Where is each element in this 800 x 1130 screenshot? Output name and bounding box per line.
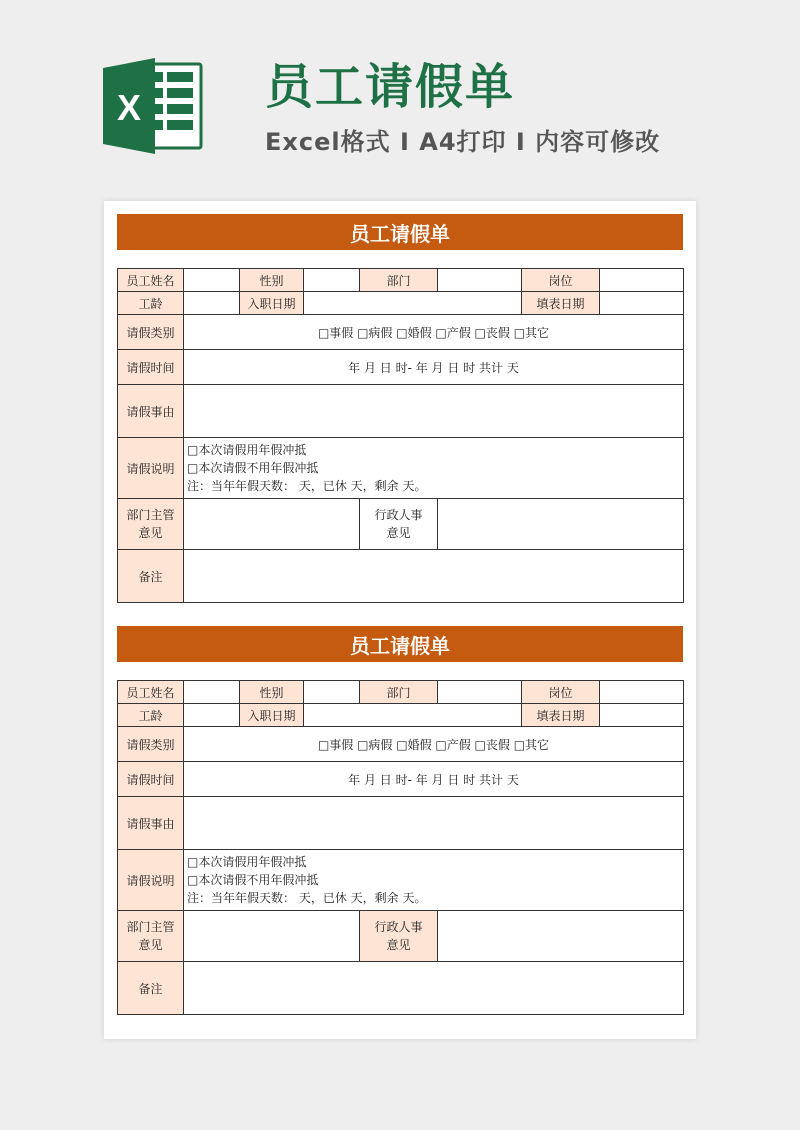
row-leave-time [118, 350, 684, 385]
label-leave-reason: 请假事由 [118, 797, 184, 850]
field-hr-opinion[interactable] [438, 911, 684, 962]
note-line-use-annual: □本次请假用年假冲抵 [187, 443, 307, 457]
field-fill-date[interactable] [600, 292, 684, 315]
leave-form-2 [117, 626, 683, 1015]
leave-time-text[interactable]: 年 月 日 时- 年 月 日 时 共计 天 [184, 350, 684, 385]
field-seniority[interactable] [184, 704, 240, 727]
field-name[interactable] [184, 681, 240, 704]
label-leave-reason: 请假事由 [118, 385, 184, 438]
field-post[interactable] [600, 269, 684, 292]
leave-note-content[interactable] [184, 438, 684, 499]
field-hire-date[interactable] [304, 704, 522, 727]
row-dates [118, 704, 684, 727]
label-hire-date: 入职日期 [240, 704, 304, 727]
svg-text:X: X [116, 87, 142, 128]
leave-form-table [117, 268, 684, 603]
label-gender: 性别 [240, 681, 304, 704]
field-gender[interactable] [304, 269, 360, 292]
note-line-use-annual: □本次请假用年假冲抵 [187, 855, 307, 869]
page-title: 员工请假单 [265, 59, 516, 115]
field-dept-head-opinion[interactable] [184, 911, 360, 962]
header [0, 0, 800, 200]
row-basic-info [118, 681, 684, 704]
leave-type-checkboxes[interactable]: □事假 □病假 □婚假 □产假 □丧假 □其它 [184, 315, 684, 350]
note-line-days: 注：当年年假天数： 天，已休 天，剩余 天。 [187, 479, 427, 493]
row-leave-time [118, 762, 684, 797]
label-seniority: 工龄 [118, 704, 184, 727]
a4-sheet [104, 201, 696, 1039]
row-dates [118, 292, 684, 315]
label-leave-type: 请假类别 [118, 315, 184, 350]
field-leave-reason[interactable] [184, 385, 684, 438]
page-subtitle: Excel格式 I A4打印 I 内容可修改 [265, 128, 661, 156]
field-leave-reason[interactable] [184, 797, 684, 850]
label-post: 岗位 [522, 681, 600, 704]
field-post[interactable] [600, 681, 684, 704]
row-remark [118, 962, 684, 1015]
label-leave-time: 请假时间 [118, 350, 184, 385]
field-remark[interactable] [184, 962, 684, 1015]
row-leave-type [118, 315, 684, 350]
leave-form-table [117, 680, 684, 1015]
label-leave-type: 请假类别 [118, 727, 184, 762]
label-leave-note: 请假说明 [118, 850, 184, 911]
field-gender[interactable] [304, 681, 360, 704]
note-line-no-annual: □本次请假不用年假冲抵 [187, 461, 319, 475]
note-line-days: 注：当年年假天数： 天，已休 天，剩余 天。 [187, 891, 427, 905]
row-leave-note [118, 438, 684, 499]
field-remark[interactable] [184, 550, 684, 603]
row-remark [118, 550, 684, 603]
field-fill-date[interactable] [600, 704, 684, 727]
label-name: 员工姓名 [118, 269, 184, 292]
label-remark: 备注 [118, 962, 184, 1015]
label-fill-date: 填表日期 [522, 292, 600, 315]
label-leave-time: 请假时间 [118, 762, 184, 797]
label-gender: 性别 [240, 269, 304, 292]
leave-form-1 [117, 214, 683, 603]
field-hire-date[interactable] [304, 292, 522, 315]
field-dept[interactable] [438, 681, 522, 704]
excel-logo-icon [103, 58, 203, 158]
label-hr: 行政人事 意见 [360, 499, 438, 550]
row-leave-type [118, 727, 684, 762]
leave-type-checkboxes[interactable]: □事假 □病假 □婚假 □产假 □丧假 □其它 [184, 727, 684, 762]
label-remark: 备注 [118, 550, 184, 603]
leave-note-content[interactable] [184, 850, 684, 911]
row-leave-reason [118, 797, 684, 850]
field-name[interactable] [184, 269, 240, 292]
label-dept-head: 部门主管 意见 [118, 911, 184, 962]
label-hr: 行政人事 意见 [360, 911, 438, 962]
label-hire-date: 入职日期 [240, 292, 304, 315]
row-leave-reason [118, 385, 684, 438]
label-dept: 部门 [360, 681, 438, 704]
label-fill-date: 填表日期 [522, 704, 600, 727]
form-title-bar: 员工请假单 [117, 214, 683, 250]
note-line-no-annual: □本次请假不用年假冲抵 [187, 873, 319, 887]
field-dept-head-opinion[interactable] [184, 499, 360, 550]
label-post: 岗位 [522, 269, 600, 292]
label-seniority: 工龄 [118, 292, 184, 315]
row-opinions [118, 911, 684, 962]
label-leave-note: 请假说明 [118, 438, 184, 499]
label-name: 员工姓名 [118, 681, 184, 704]
row-basic-info [118, 269, 684, 292]
row-opinions [118, 499, 684, 550]
label-dept-head: 部门主管 意见 [118, 499, 184, 550]
row-leave-note [118, 850, 684, 911]
label-dept: 部门 [360, 269, 438, 292]
field-seniority[interactable] [184, 292, 240, 315]
field-dept[interactable] [438, 269, 522, 292]
leave-time-text[interactable]: 年 月 日 时- 年 月 日 时 共计 天 [184, 762, 684, 797]
form-title-bar: 员工请假单 [117, 626, 683, 662]
field-hr-opinion[interactable] [438, 499, 684, 550]
